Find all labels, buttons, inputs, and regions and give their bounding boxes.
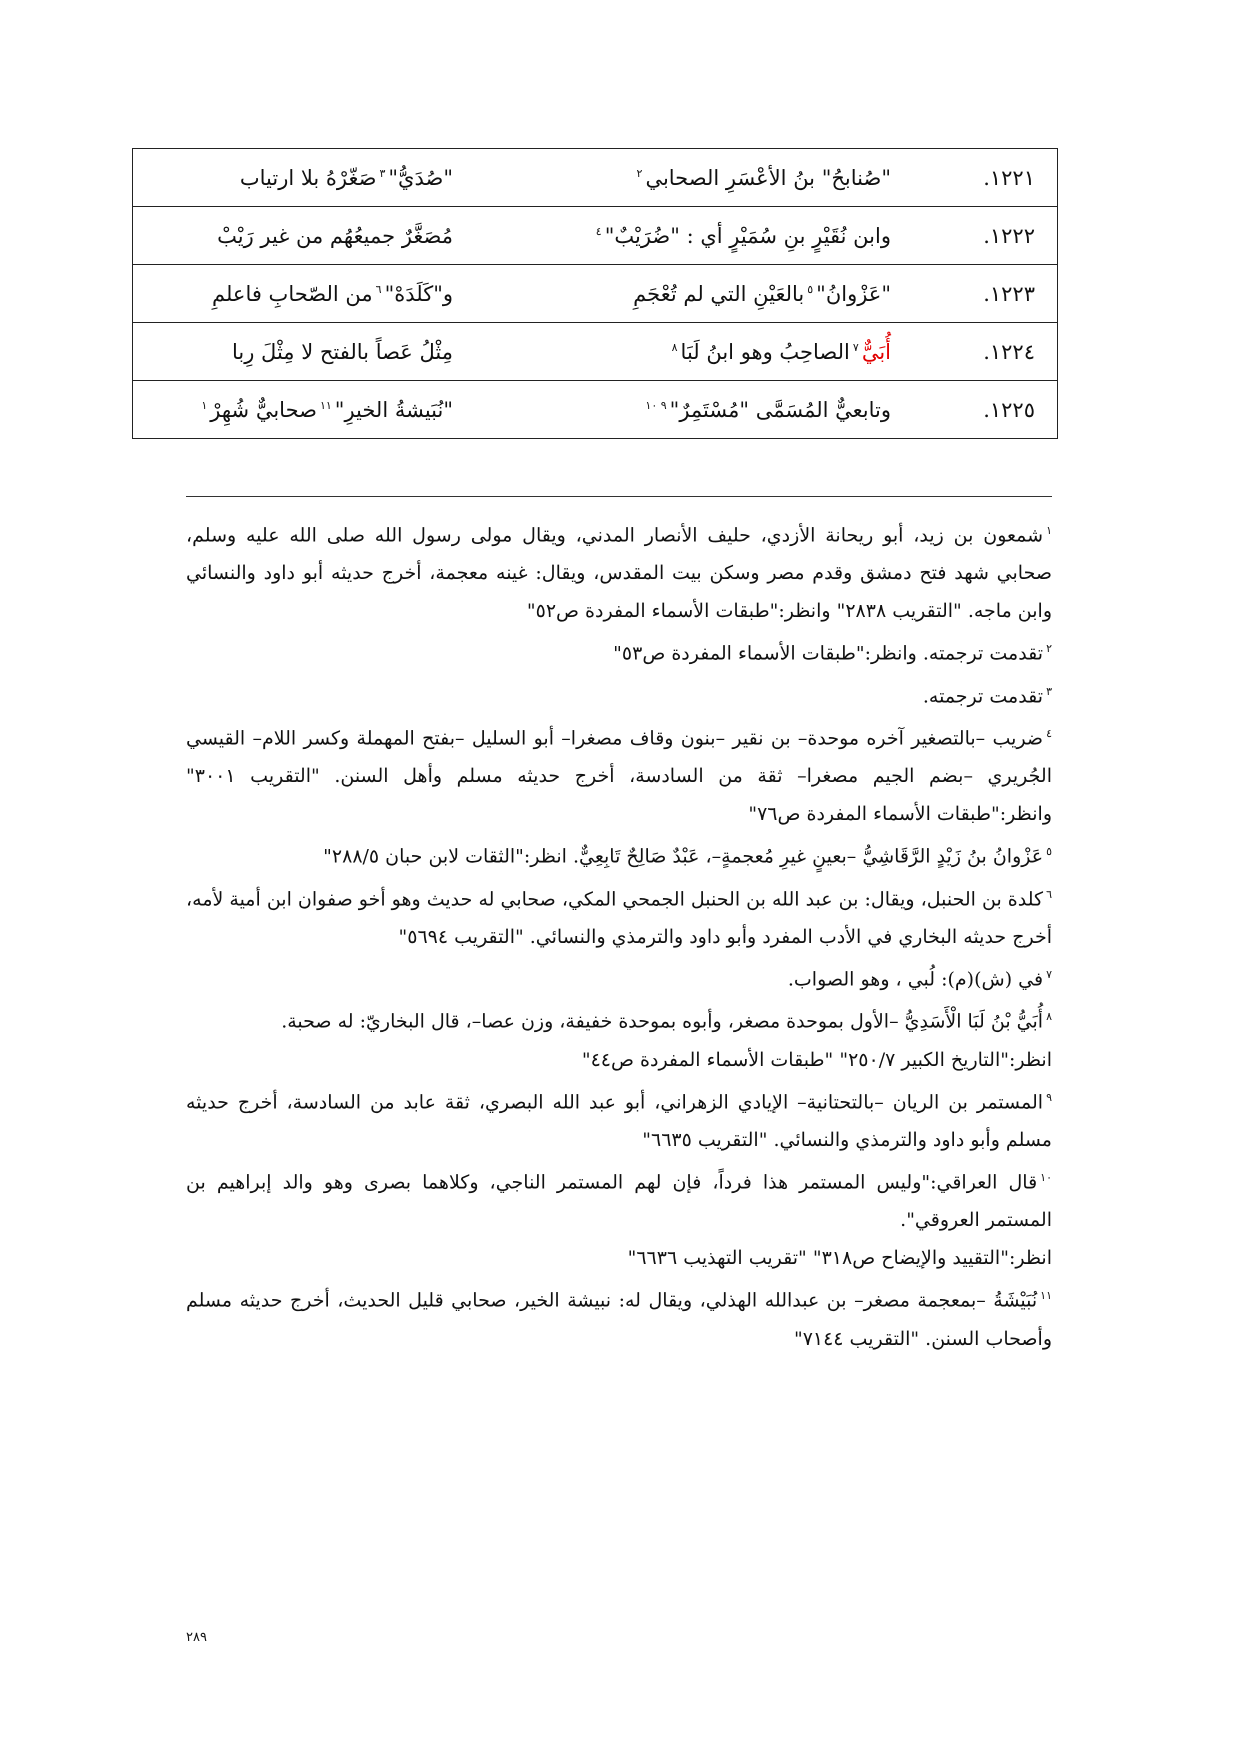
footnote-text: انظر:"التقييد والإيضاح ص٣١٨" "تقريب التهذيب ٦٦٣٦": [627, 1247, 1052, 1270]
footnote-ref: ٥: [807, 282, 814, 296]
verse-second-hemistich: [133, 323, 506, 381]
footnote-text: المستمر بن الريان –بالتحتانية– الإيادي الزهراني، أبو عبد الله البصري، ثقة عابد من السادسة، أخرج حديثه مسلم وأبو داود والترمذي والنسائي. "التقريب ٦٦٣٥": [186, 1090, 1052, 1151]
footnote: [186, 673, 1052, 715]
verse-number: ١٢٢٢.: [917, 207, 1058, 265]
footnote-mark: ٣: [1046, 684, 1052, 698]
footnote-mark: ١: [1046, 524, 1052, 537]
footnote-text: في (ش)(م): لُبي ، وهو الصواب.: [787, 968, 1044, 991]
footnote: [186, 630, 1052, 672]
verse-row: [133, 207, 1058, 265]
verse-number: ١٢٢٥.: [917, 381, 1058, 439]
footnote-mark: ٨: [1046, 1010, 1052, 1024]
verse-text: الصاحِبُ وهو ابنُ لَبَا: [680, 339, 850, 364]
footnote-text: انظر:"التاريخ الكبير ٢٥٠/٧" "طبقات الأسماء المفردة ص٤٤": [581, 1048, 1052, 1071]
footnote-ref: ٣: [379, 166, 386, 180]
verse-text: صَغّرْهُ بلا ارتياب: [239, 165, 377, 190]
footnote-text: عَزْوانُ بنُ زَيْدٍ الرَّقَاشِيُّ –بعينٍ غيرِ مُعجمةٍ–، عَبْدٌ صَالِحٌ تَابِعِيٌّ. انظر:"الثقات لابن حبان ٢٨٨/٥": [323, 845, 1044, 868]
footnote-mark: ١١: [1040, 1289, 1052, 1303]
footnote-mark: ٥: [1046, 845, 1052, 859]
verse-text: و"كَلَدَهْ": [384, 281, 453, 306]
footnote: [186, 512, 1052, 630]
footnote: [186, 1239, 1052, 1277]
footnote-text: تقدمت ترجمته.: [922, 684, 1044, 707]
verse-text: من الصّحابِ فاعلمِ: [211, 281, 373, 306]
footnote: [186, 1041, 1052, 1079]
verse-first-hemistich: [505, 323, 917, 381]
page-number: ٢٨٩: [186, 1630, 207, 1645]
verse-first-hemistich: [505, 381, 917, 439]
footnote-mark: ٩: [1046, 1090, 1052, 1104]
verse-first-hemistich: [505, 265, 917, 323]
verse-text: صحابيٌّ شُهِرْ: [210, 397, 317, 422]
verse-first-hemistich: [505, 207, 917, 265]
verse-number: ١٢٢٤.: [917, 323, 1058, 381]
footnote: [186, 998, 1052, 1040]
verse-first-hemistich: [505, 149, 917, 207]
footnote-text: كلدة بن الحنبل، ويقال: بن عبد الله بن الحنبل الجمحي المكي، صحابي له حديث وهو أخو صفوان ابن أمية لأمه، أخرج حديثه البخاري في الأدب المفرد وأبو داود والترمذي والنسائي. "التقريب ٥٦٩٤": [186, 887, 1052, 948]
verse-second-hemistich: [133, 265, 506, 323]
footnote: [186, 833, 1052, 875]
footnote-ref: ٦: [375, 282, 382, 296]
verse-text: "صُنابحُ" بنُ الأعْسَرِ الصحابي: [645, 165, 891, 190]
footnote-ref: ٧: [852, 340, 859, 354]
verse-text: وتابعيٌّ المُسَمَّى "مُسْتَمِرٌ": [669, 397, 891, 422]
footnote-ref: ٢: [636, 166, 643, 180]
verse-row: [133, 381, 1058, 439]
footnote-ref: ٨: [671, 340, 678, 354]
footnote-ref: ١١: [319, 398, 332, 412]
verse-second-hemistich: [133, 381, 506, 439]
footnote-ref: ١: [201, 398, 208, 412]
verse-second-hemistich: [133, 149, 506, 207]
verse-text: وابن نُقَيْرٍ بنِ سُمَيْرٍ أي : "ضُرَيْبٌ": [604, 223, 891, 248]
verse-highlighted-word: أُبَيٌّ: [861, 339, 891, 364]
footnotes: [186, 512, 1052, 1358]
verse-row: [133, 265, 1058, 323]
footnote-text: نُبَيْشَةُ –بمعجمة مصغر– بن عبدالله الهذلي، ويقال له: نبيشة الخير، صحابي قليل الحديث، أخرج حديثه مسلم وأصحاب السنن. "التقريب ٧١٤٤": [186, 1289, 1052, 1350]
footnote: [186, 1159, 1052, 1239]
footnote-text: أُبَيُّ بْنُ لَبَا الْأَسَدِيُّ –الأول بموحدة مصغر، وأبوه بموحدة خفيفة، وزن عصا–، قال البخاريّ: له صحبة.: [281, 1010, 1044, 1033]
verse-text: بالعَيْنِ التي لم تُعْجَمِ: [633, 281, 805, 306]
footnote-ref: ٤: [595, 224, 602, 238]
verse-text: "صُدَيُّ": [388, 165, 453, 190]
verse-text: مُصَغَّرٌ جميعُهُم من غير رَيْبْ: [217, 223, 453, 248]
footnote-text: تقدمت ترجمته. وانظر:"طبقات الأسماء المفردة ص٥٣": [613, 642, 1044, 665]
footnote: [186, 1079, 1052, 1159]
footnote-mark: ١٠: [1040, 1170, 1052, 1184]
footnote-mark: ٢: [1046, 642, 1052, 656]
footnote-text: قال العراقي:"وليس المستمر هذا فرداً، فإن لهم المستمر الناجي، وكلاهما بصرى وهو والد إبراهيم بن المستمر العروقي".: [186, 1171, 1052, 1232]
footnote-mark: ٦: [1046, 887, 1052, 901]
verse-number: ١٢٢٣.: [917, 265, 1058, 323]
footnote: [186, 715, 1052, 833]
verse-text: "نُبَيشةُ الخيرِ": [334, 397, 453, 422]
verse-text: "عَزْوانُ": [816, 281, 891, 306]
footnote-mark: ٤: [1046, 726, 1052, 740]
footnote: [186, 956, 1052, 998]
verse-second-hemistich: [133, 207, 506, 265]
footnote: [186, 876, 1052, 956]
footnote-ref: ٩ ١٠: [645, 398, 667, 412]
footnote-text: ضريب –بالتصغير آخره موحدة– بن نقير –بنون وقاف مصغرا– أبو السليل –بفتح المهملة وكسر اللام– القيسي الجُريري –بضم الجيم مصغرا– ثقة من السادسة، أخرج حديثه مسلم وأهل السنن. "التقريب ٣٠٠١" وانظر:"طبقات الأسماء المفردة ص٧٦": [186, 727, 1052, 826]
verse-number: ١٢٢١.: [917, 149, 1058, 207]
verse-row: [133, 149, 1058, 207]
footnote: [186, 1277, 1052, 1357]
footnote-separator: [186, 496, 1052, 497]
verse-table: [132, 148, 1058, 439]
verse-row: [133, 323, 1058, 381]
footnote-mark: ٧: [1046, 967, 1052, 981]
verse-text: مِثْلُ عَصاً بالفتح لا مِثْلَ رِبا: [231, 339, 453, 364]
footnote-text: شمعون بن زيد، أبو ريحانة الأزدي، حليف الأنصار المدني، ويقال مولى رسول الله صلى الله عليه وسلم، صحابي شهد فتح دمشق وقدم مصر وسكن بيت المقدس، ويقال: غينه معجمة، أخرج حديثه أبو داود والنسائي وابن ماجه. "التقريب ٢٨٣٨" وانظر:"طبقات الأسماء المفردة ص٥٢": [186, 524, 1052, 623]
